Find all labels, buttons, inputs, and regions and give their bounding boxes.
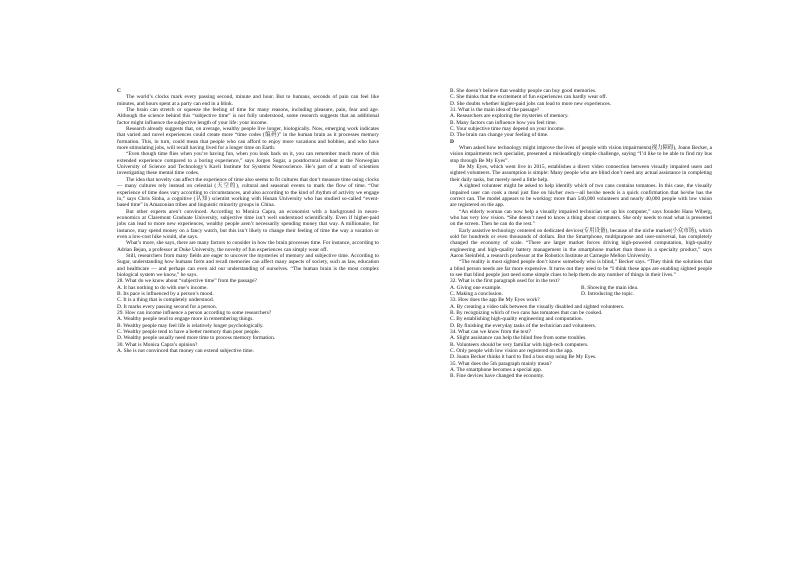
question-option: C. Only people with low vision are registered on the app. [450, 348, 574, 355]
passage-paragraph: “The reality is most sighted people don’t know somebody who is blind,” Becker says. “They think the solutions that a blind person needs are far more expensive. It turns out they need to be “I think these apps are enabling sighted people to see that blind people just need some simple clues to help them do any number of things in their lives.” [450, 259, 712, 278]
passage-paragraph: Research already suggests that, on average, wealthy people live longer, biologically. Now, emerging work indicates that varied and novel experiences could create more “time codes (编码)” in the human brain as it processes memory formation. This, in turn, could mean that people who can afford to enjoy more vacations and hobbies, and who have more stimulating jobs, will recall having lived for a longer time on Earth. [117, 126, 379, 152]
question-option: D. Introducing the topic. [581, 291, 635, 297]
passage-paragraph: A sighted volunteer might be asked to help identify which of two cans contains tomatoes. In this case, the visually impaired user can cook a meal just fine on his/her own—all he/she needs is a quick confirmation that he/she has the correct can. The model appears to be working: more than 540,000 volunteers and nearly 40,000 people with low vision are registered on the app. [450, 183, 712, 209]
question-option: D. Joann Becker thinks it hard to find a bus stop using Be My Eyes. [450, 354, 597, 361]
question-option: A. The smartphone becomes a special app. [450, 367, 543, 374]
passage-paragraph: The world’s clocks mark every passing second, minute and hour. But to humans, seconds of pain can feel like minutes, and hours spent at a party can end in a blink. [117, 94, 379, 107]
question-option: B. She doesn’t believe that wealthy people can buy good memories. [450, 88, 597, 94]
section-heading-c: C [117, 88, 121, 94]
question-option: B. Volunteers should be very familiar with high-tech computers. [450, 341, 589, 348]
question-stem: 30. What is Monica Capra’s opinion? [117, 341, 198, 348]
section-heading-d: D [450, 138, 454, 145]
question-option: A. Slight assistance can help the blind free from some troubles. [450, 335, 587, 342]
question-option: B. Fine devices have changed the economy. [450, 373, 545, 380]
question-stem: 33. How does the app Be My Eyes work? [450, 297, 540, 304]
question-option: D. By finishing the everyday tasks of the technician and volunteers. [450, 322, 597, 329]
question-stem: 31. What is the main idea of the passage? [450, 107, 540, 114]
question-option: A. Researchers are exploring the mysteries of memory. [450, 113, 569, 120]
passage-paragraph: Early assistive technology centered on dedicated devices(专用设备), because of the niche market(小众市场), which sold for hundreds or even thousands of dollars. But the Smartphone, multipurpose and user-universal, has completely changed the economy of scale. “There are larger market forces driving high-powered computation, high-quality engineering and high-quality battery management in the smartphone market than those in a specialty product,” says Aaron Steinfeld, a research professor at the Robotics Institute at Carnegie Mellon University. [450, 227, 712, 259]
question-option: B. Its pace is influenced by a person’s mood. [117, 291, 214, 297]
question-stem: 35. What does the 5th paragraph mainly mean? [450, 360, 552, 367]
question-option: B. Many factors can influence how you feel time. [450, 119, 557, 126]
question-option: D. The brain can change your feeling of time. [450, 132, 549, 139]
question-option: B. Showing the main idea. [581, 284, 639, 291]
passage-paragraph: The idea that novelty can affect the experience of time also seems to fit cultures that don’t measure time using clocks — many cultures rely instead on celestial (天空的), cultural and seasonal events to mark the flow of time. “Our experience of time does vary according to circumstances, and also according to the kind of rhythm of activity we engage in,” says Chris Sinha, a cognitive (认知) scientist working with Hunan University who has studied so-called “event-based time” in Amazonian tribes and linguistic minority groups in China. [117, 176, 379, 209]
passage-paragraph: Still, researchers from many fields are eager to uncover the mysteries of memory and subjective time. According to Sugar, understanding how humans form and recall memories can affect many aspects of society, such as law, education and healthcare — and perhaps can even aid our understanding of ourselves. “The human brain is the most complex biological system we know,” he says. [117, 252, 379, 278]
question-option: D. She doubts whether higher-paid jobs can lead to more new experiences. [450, 100, 612, 107]
passage-paragraph: The brain can stretch or squeeze the feeling of time for many reasons, including pleasure, pain, fear and age. Although the science behind this “subjective time” is not fully understood, some research suggests that an additional factor might influence the subjective length of your life: your income. [117, 107, 379, 126]
passage-paragraph: “Even though time flies when you’re having fun, when you look back on it, you can remember much more of this extended experience compared to a boring experience,” says Jorgen Sugar, a postdoctoral student at the Norwegian University of Science and Technology’s Kavli Institute for Systems Neuroscience. He’s part of a team of scientists investigating these mental time codes. [117, 151, 379, 177]
question-option: B. By recognizing which of two cans has tomatoes that can be cooked. [450, 310, 603, 317]
question-option: B. Wealthy people may feel life is relatively longer psychologically. [117, 322, 264, 329]
passage-paragraph: “An elderly woman can now help a visually impaired technician set up his computer,” says founder Hans Wiberg, who has very low vision. “She doesn’t need to know a thing about computers. She only needs to read what is presented on the screen. Then he can do the rest.” [450, 208, 712, 228]
question-stem: 32. What is the first paragraph used for in the text? [450, 278, 560, 285]
passage-paragraph: Be My Eyes, which went live in 2015, establishes a direct video connection between visually impaired users and sighted volunteers. The assumption is simple: Many people who are blind don’t need any actual assistance in completing their daily tasks, but merely need a little help. [450, 164, 712, 183]
question-option: C. Making a conclusion. [450, 291, 503, 297]
question-option: A. Wealthy people tend to engage more in remembering things. [117, 316, 254, 323]
right-column [450, 88, 712, 380]
left-column [117, 88, 379, 354]
question-stem: 28. What do we know about “subjective time” from the passage? [117, 278, 257, 285]
passage-paragraph: What’s more, she says, there are many factors to consider in how the brain processes time. For instance, according to Adrian Bejan, a professor at Duke University, the novelty of fun experiences can simply wear off. [117, 240, 379, 253]
passage-paragraph: But other experts aren’t convinced. According to Monica Capra, an economist with a background in neuro-economics at Claremont Graduate University, subjective time isn’t well understood scientifically. Even if higher-paid jobs can lead to more new experiences, wealthy people aren’t necessarily spending money that way. A millionaire, for instance, may spend money on a fancy watch, but this isn’t likely to change their feeling of time the way a vacation or even a low-cost hike would, she says. [117, 208, 379, 240]
question-option: C. Your subjective time may depend on your income. [450, 126, 565, 133]
question-option: C. By establishing high-quality engineering and computation. [450, 316, 583, 323]
question-option: D. Wealthy people usually need more time to process memory formation. [117, 335, 276, 342]
question-option: D. It marks every passing second for a person. [117, 303, 217, 310]
question-stem: 34. What can we know from the text? [450, 329, 532, 336]
question-option: A. Giving one example. [450, 284, 502, 291]
question-option: C. She thinks that the excitement of fun experiences can hardly wear off. [450, 94, 608, 101]
question-stem: 29. How can income influence a person according to some researchers? [117, 310, 272, 317]
question-option: C. It is a thing that is completely understood. [117, 297, 215, 304]
question-option: A. By creating a video talk between the visually disabled and sighted volunteers. [450, 303, 625, 310]
question-option: C. Wealthy people tend to have a better memory than poor people. [117, 329, 261, 336]
passage-paragraph: When asked how technology might improve the lives of people with vision impairments(视力障碍), Joann Becker, a vision impairments tech specialist, presented a misleadingly simple challenge, saying “I’d like to be able to find my bus stop through Be My Eyes”. [450, 145, 712, 164]
question-option: A. She is not convinced that money can extend subjective time. [117, 348, 254, 355]
question-option: A. It has nothing to do with one’s income. [117, 284, 208, 291]
